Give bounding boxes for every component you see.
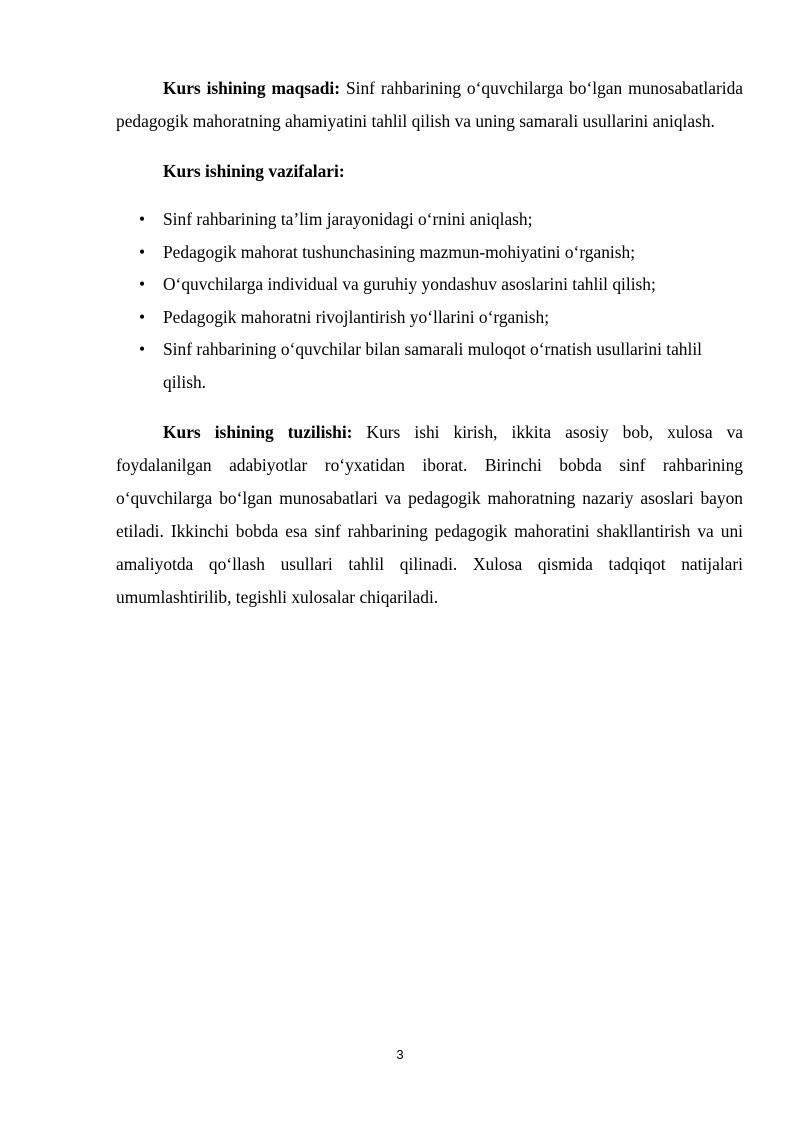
list-item [116,203,743,236]
goal-text: Sinf rahbarining o‘quvchilarga bo‘lgan munosabatlarida pedagogik mahoratning ahamiyatini tahlil qilish va uning samarali usullarini aniqlash. [116,78,744,131]
bullet-icon: • [139,339,146,359]
tasks-list [116,203,743,398]
goal-label: Kurs ishining maqsadi: [163,78,341,98]
list-item-text: O‘quvchilarga individual va guruhiy yondashuv asoslarini tahlil qilish; [163,274,656,294]
bullet-icon: • [139,306,146,327]
list-item-text: Sinf rahbarining ta’lim jarayonidagi o‘rnini aniqlash; [163,209,533,229]
list-item-text: Pedagogik mahorat tushunchasining mazmun-mohiyatini o‘rganish; [163,241,636,262]
document-page [116,72,743,614]
bullet-icon: • [139,241,146,262]
tasks-heading: Kurs ishining vazifalari: [163,161,345,181]
list-item [116,268,743,301]
list-item-text: Sinf rahbarining o‘quvchilar bilan samarali muloqot o‘rnatish usullarini tahlil qilish. [163,339,702,392]
list-item [116,333,743,398]
structure-label: Kurs ishining tuzilishi: [163,422,353,442]
page-number: 3 [396,1047,404,1062]
list-item-text: Pedagogik mahoratni rivojlantirish yo‘llarini o‘rganish; [163,306,550,327]
list-item [116,236,743,269]
bullet-icon: • [139,209,146,229]
structure-text: Kurs ishi kirish, ikkita asosiy bob, xulosa va foydalanilgan adabiyotlar ro‘yxatidan iborat. Birinchi bobda sinf rahbarining o‘quvchilarga bo‘lgan munosabatlari va pedagogik mahoratning nazariy asoslari bayon etiladi. Ikkinchi bobda esa sinf rahbarining pedagogik mahoratini shakllantirish va uni amaliyotda qo‘llash usullari tahlil qilinadi. Xulosa qismida tadqiqot natijalari umumlashtirilib, tegishli xulosalar chiqariladi. [116,422,743,607]
goal-paragraph [116,72,743,138]
list-item [116,301,743,334]
structure-paragraph [116,416,743,614]
bullet-icon: • [139,274,146,294]
